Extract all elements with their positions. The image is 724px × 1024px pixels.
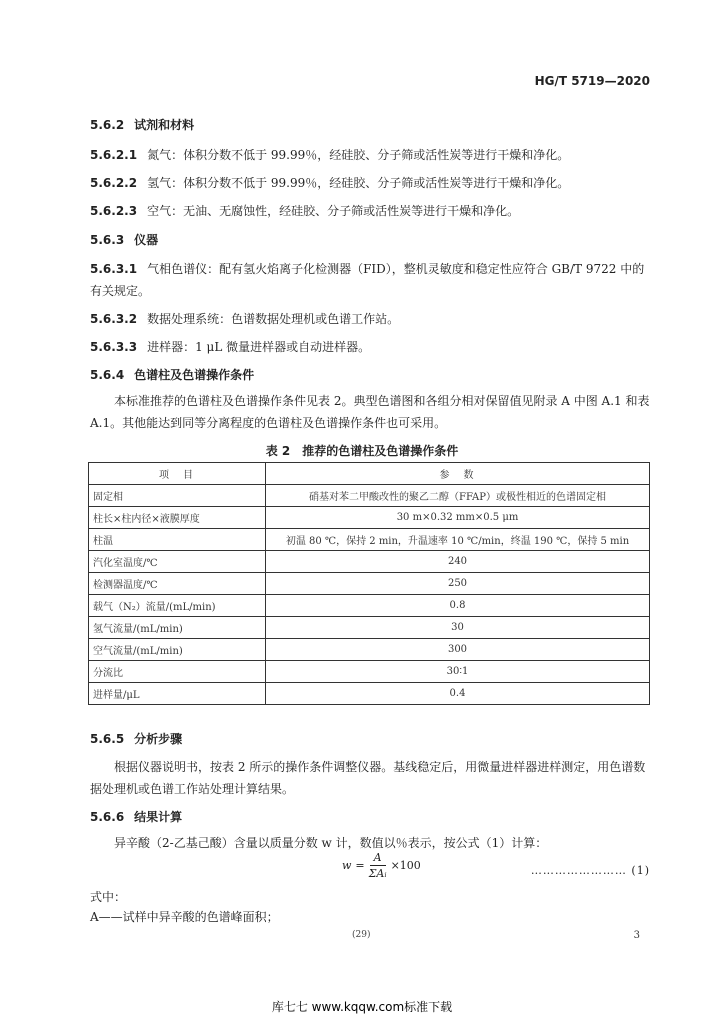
header-item: 项 目	[89, 463, 266, 485]
cell-value: 300	[266, 639, 650, 661]
clause-5-6-3-1: 5.6.3.1 气相色谱仪：配有氢火焰离子化检测器（FID），整机灵敏度和稳定性应符合 GB/T 9722 中的有关规定。	[90, 262, 645, 298]
section-5-6-6: 5.6.6 结果计算	[90, 810, 183, 824]
cell-item: 柱温	[89, 529, 266, 551]
formula-numerator: A	[370, 850, 386, 866]
definition-a: A——试样中异辛酸的色谱峰面积；	[90, 910, 279, 924]
cell-value: 0.4	[266, 683, 650, 705]
formula-denominator: ΣAᵢ	[368, 867, 387, 880]
cell-value: 30	[266, 617, 650, 639]
cell-value: 30∶1	[266, 661, 650, 683]
cell-item: 空气流量/(mL/min)	[89, 639, 266, 661]
cell-item: 固定相	[89, 485, 266, 507]
formula-equals: =	[355, 859, 365, 872]
cell-value: 硝基对苯二甲酸改性的聚乙二醇（FFAP）或极性相近的色谱固定相	[266, 485, 650, 507]
where-label: 式中：	[90, 890, 127, 904]
cell-item: 氢气流量/(mL/min)	[89, 617, 266, 639]
document-code: HG/T 5719—2020	[534, 74, 650, 88]
cell-item: 汽化室温度/℃	[89, 551, 266, 573]
header-param: 参 数	[266, 463, 650, 485]
cell-value: 初温 80 ℃，保持 2 min，升温速率 10 ℃/min，终温 190 ℃，保持 5 min	[266, 529, 650, 551]
section-5-6-4: 5.6.4 色谱柱及色谱操作条件	[90, 368, 255, 382]
formula-label: …………………… (1)	[530, 864, 650, 877]
table-row	[89, 485, 650, 507]
table-caption: 表 2 推荐的色谱柱及色谱操作条件	[265, 444, 459, 458]
inner-page-number: (29)	[352, 930, 371, 940]
table-row	[89, 573, 650, 595]
cell-value: 250	[266, 573, 650, 595]
source-watermark: 库七七 www.kqqw.com标准下载	[271, 1000, 453, 1014]
clause-5-6-3-3: 5.6.3.3 进样器：1 μL 微量进样器或自动进样器。	[90, 340, 371, 354]
table-row	[89, 529, 650, 551]
paragraph-5-6-5: 根据仪器说明书，按表 2 所示的操作条件调整仪器。基线稳定后，用微量进样器进样测定，用色谱数据处理机或色谱工作站处理计算结果。	[90, 760, 646, 796]
cell-item: 进样量/μL	[89, 683, 266, 705]
cell-value: 240	[266, 551, 650, 573]
cell-item: 柱长×柱内径×液膜厚度	[89, 507, 266, 529]
table-row	[89, 551, 650, 573]
clause-5-6-2-3: 5.6.2.3 空气：无油、无腐蚀性，经硅胶、分子筛或活性炭等进行干燥和净化。	[90, 204, 520, 218]
table-row	[89, 661, 650, 683]
table-row	[89, 507, 650, 529]
table-header-row	[89, 463, 650, 485]
formula-lhs: w	[342, 859, 352, 872]
cell-value: 0.8	[266, 595, 650, 617]
section-5-6-5: 5.6.5 分析步骤	[90, 732, 183, 746]
table-row	[89, 683, 650, 705]
formula-fraction	[369, 850, 387, 881]
clause-5-6-2-1: 5.6.2.1 氮气：体积分数不低于 99.99％，经硅胶、分子筛或活性炭等进行干燥和净化。	[90, 148, 570, 162]
cell-item: 分流比	[89, 661, 266, 683]
table-row	[89, 617, 650, 639]
formula-expression	[342, 850, 421, 881]
formula-multiplier: ×100	[390, 859, 421, 872]
clause-5-6-3-2: 5.6.3.2 数据处理系统：色谱数据处理机或色谱工作站。	[90, 312, 400, 326]
cell-item: 载气（N₂）流量/(mL/min)	[89, 595, 266, 617]
paragraph-5-6-6: 异辛酸（2-乙基己酸）含量以质量分数 w 计，数值以％表示，按公式（1）计算：	[114, 836, 548, 850]
conditions-table	[88, 462, 650, 705]
cell-value: 30 m×0.32 mm×0.5 μm	[266, 507, 650, 529]
table-row	[89, 639, 650, 661]
clause-5-6-2-2: 5.6.2.2 氢气：体积分数不低于 99.99％，经硅胶、分子筛或活性炭等进行干燥和净化。	[90, 176, 570, 190]
paragraph-5-6-4: 本标准推荐的色谱柱及色谱操作条件见表 2。典型色谱图和各组分相对保留值见附录 A 中图 A.1 和表 A.1。其他能达到同等分离程度的色谱柱及色谱操作条件也可采用。	[90, 394, 650, 430]
section-5-6-3: 5.6.3 仪器	[90, 233, 159, 247]
table-row	[89, 595, 650, 617]
page-number: 3	[633, 930, 640, 941]
section-5-6-2: 5.6.2 试剂和材料	[90, 118, 195, 132]
cell-item: 检测器温度/℃	[89, 573, 266, 595]
